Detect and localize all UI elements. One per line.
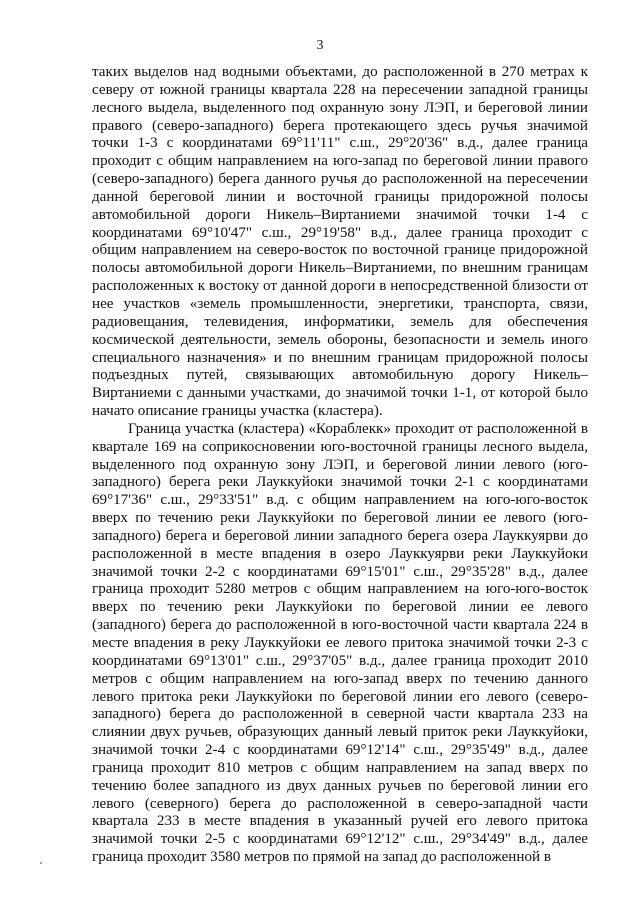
- paragraph-continuation: таких выделов над водными объектами, до расположенной в 270 метрах к северу от южной границы квартала 228 на пересечении западной границы лесного выдела, выделенного под охранную зону ЛЭП, и береговой линии правого (северо-западного) берега протекающего здесь ручья значимой точки 1-3 с координатами 69°11'11" с.ш., 29°20'36" в.д., далее граница проходит с общим направлением на юго-запад по береговой линии правого (северо-западного) берега данного ручья до расположенной на пересечении данной береговой линии и восточной границы придорожной полосы автомобильной дороги Никель–Виртаниеми значимой точки 1-4 с координатами 69°10'47" с.ш., 29°19'58" в.д., далее граница проходит с общим направлением на северо-восток по восточной границе придорожной полосы автомобильной дороги Никель–Виртаниеми, по внешним границам расположенных к востоку от данной дороги в непосредственной близости от нее участков «земель промышленности, энергетики, транспорта, связи, радиовещания, телевидения, информатики, земель для обеспечения космической деятельности, земель обороны, безопасности и земель иного специального назначения» и по внешним границам придорожной полосы подъездных путей, связывающих автомобильную дорогу Никель–Виртаниеми с данными участками, до значимой точки 1-1, от которой было начато описание границы участка (кластера).: [92, 64, 588, 420]
- page-number: 3: [316, 38, 324, 53]
- scan-artifact-dot: [40, 862, 42, 864]
- paragraph-korablekk-boundary: Граница участка (кластера) «Кораблекк» проходит от расположенной в квартале 169 на соприкосновении юго-восточной границы лесного выдела, выделенного под охранную зону ЛЭП, и береговой линии левого (юго-западного) берега реки Лауккуйоки значимой точки 2-1 с координатами 69°17'36" с.ш., 29°33'51" в.д. с общим направлением на юго-юго-восток вверх по течению реки Лауккуйоки по береговой линии ее левого (юго-западного) берега и береговой линии западного берега озера Лауккуярви до расположенной в месте впадения в озеро Лауккуярви реки Лауккуйоки значимой точки 2-2 с координатами 69°15'01" с.ш., 29°35'28" в.д., далее граница проходит 5280 метров с общим направлением на юго-юго-восток вверх по течению реки Лауккуйоки по береговой линии ее левого (западного) берега до расположенной в юго-восточной части квартала 224 в месте впадения в реку Лауккуйоки ее левого притока значимой точки 2-3 с координатами 69°13'01" с.ш., 29°37'05" в.д., далее граница проходит 2010 метров с общим направлением на юго-запад вверх по течению данного левого притока реки Лауккуйоки по береговой линии его левого (северо-западного) берега до расположенной в северной части квартала 233 на слиянии двух ручьев, образующих данный левый приток реки Лауккуйоки, значимой точки 2-4 с координатами 69°12'14" с.ш., 29°35'49" в.д., далее граница проходит 810 метров с общим направлением на запад вверх по течению более западного из двух данных ручьев по береговой линии его левого (северного) берега до расположенной в северо-западной части квартала 233 в месте впадения в указанный ручей его левого притока значимой точки 2-5 с координатами 69°12'12" с.ш., 29°34'49" в.д., далее граница проходит 3580 метров по прямой на запад до расположенной в: [92, 420, 588, 866]
- body-text: [92, 64, 588, 867]
